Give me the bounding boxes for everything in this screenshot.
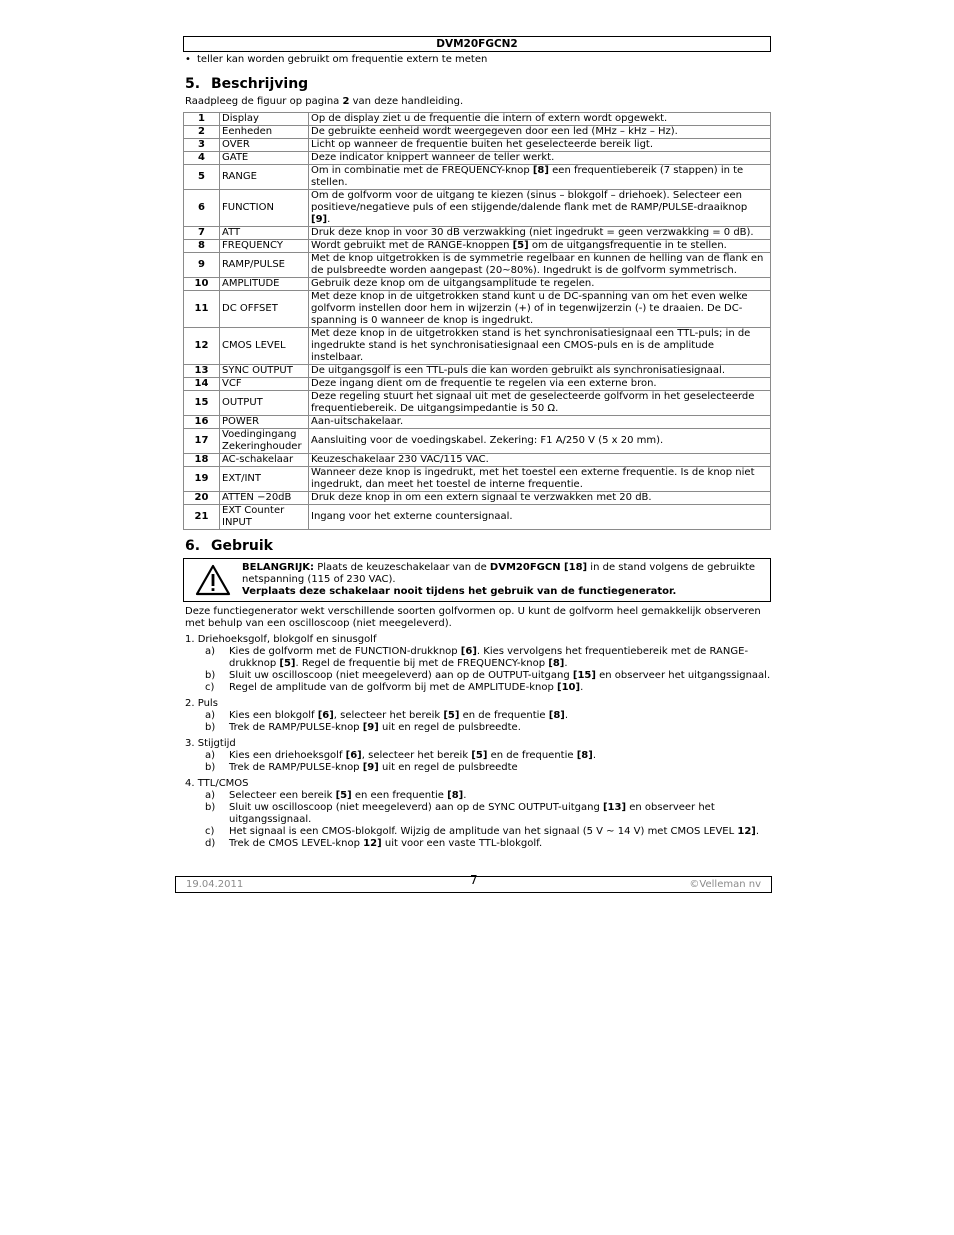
cell-number: 4 <box>184 152 220 165</box>
intro-page-ref: 2 <box>342 96 350 107</box>
cell-label: OVER <box>220 139 309 152</box>
cell-description: Aansluiting voor de voedingskabel. Zekering: F1 A/250 V (5 x 20 mm). <box>309 429 771 454</box>
cell-label: POWER <box>220 416 309 429</box>
section-6-heading <box>185 538 771 555</box>
description-table <box>183 112 771 530</box>
section-5-intro <box>185 96 771 108</box>
cell-number: 8 <box>184 240 220 253</box>
warning-box <box>183 558 771 602</box>
cell-number: 2 <box>184 126 220 139</box>
table-row <box>184 429 771 454</box>
cell-description: Wanneer deze knop is ingedrukt, met het toestel een externe frequentie. Is de knop niet ingedrukt, dan meet het toestel de interne frequentie. <box>309 467 771 492</box>
warning-triangle-icon <box>184 564 242 596</box>
cell-label: FREQUENCY <box>220 240 309 253</box>
cell-label: FUNCTION <box>220 190 309 227</box>
cell-description: Op de display ziet u de frequentie die intern of extern wordt opgewekt. <box>309 113 771 126</box>
table-row <box>184 165 771 190</box>
table-row <box>184 240 771 253</box>
cell-description: Keuzeschakelaar 230 VAC/115 VAC. <box>309 454 771 467</box>
cell-description: Om de golfvorm voor de uitgang te kiezen (sinus – blokgolf – driehoek). Selecteer een positieve/negatieve puls of een stijgende/dalende flank met de RAMP/PULSE-draaiknop [9]. <box>309 190 771 227</box>
usage-step-title: 2. Puls <box>185 698 218 709</box>
model-header: DVM20FGCN2 <box>183 36 771 52</box>
cell-description: Druk deze knop in om een extern signaal te verzwakken met 20 dB. <box>309 492 771 505</box>
cell-label: RANGE <box>220 165 309 190</box>
cell-number: 14 <box>184 378 220 391</box>
cell-label: DC OFFSET <box>220 291 309 328</box>
cell-description: Deze regeling stuurt het signaal uit met de geselecteerde golfvorm in het geselecteerde frequentiebereik. De uitgangsimpedantie is 50 Ω. <box>309 391 771 416</box>
list-item-text: Regel de amplitude van de golfvorm bij met de AMPLITUDE-knop [10]. <box>229 682 584 693</box>
cell-description: Gebruik deze knop om de uitgangsamplitude te regelen. <box>309 278 771 291</box>
section-6-title: Gebruik <box>211 538 273 554</box>
cell-description: Om in combinatie met de FREQUENCY-knop [8] een frequentiebereik (7 stappen) in te stellen. <box>309 165 771 190</box>
cell-number: 12 <box>184 328 220 365</box>
intro-post: van deze handleiding. <box>349 96 464 107</box>
list-item-letter: b) <box>205 802 216 813</box>
warning-text-pre: Plaats de keuzeschakelaar van de <box>314 562 490 573</box>
footer-date: 19.04.2011 <box>186 879 244 890</box>
cell-description: Met de knop uitgetrokken is de symmetrie regelbaar en kunnen de helling van de flank en de pulsbreedte worden aangepast (20~80%). Ingedrukt is de golfvorm symmetrisch. <box>309 253 771 278</box>
cell-description: Deze indicator knippert wanneer de teller werkt. <box>309 152 771 165</box>
list-item <box>205 722 771 734</box>
cell-number: 18 <box>184 454 220 467</box>
table-row <box>184 253 771 278</box>
usage-steps <box>183 634 771 850</box>
list-item-text: Trek de RAMP/PULSE-knop [9] uit en regel de pulsbreedte. <box>229 722 521 733</box>
intro-bullet <box>183 54 771 66</box>
cell-label: RAMP/PULSE <box>220 253 309 278</box>
warning-model: DVM20FGCN [18] <box>489 562 588 573</box>
list-item-text: Sluit uw oscilloscoop (niet meegeleverd) aan op de SYNC OUTPUT-uitgang [13] en observeer het uitgangssignaal. <box>229 802 715 825</box>
usage-step-title: 4. TTL/CMOS <box>185 778 249 789</box>
list-item <box>205 670 771 682</box>
intro-pre: Raadpleeg de figuur op pagina <box>185 96 343 107</box>
cell-number: 5 <box>184 165 220 190</box>
list-item <box>205 750 771 762</box>
list-item-letter: b) <box>205 762 216 773</box>
cell-number: 15 <box>184 391 220 416</box>
section-5-number: 5. <box>185 76 201 92</box>
cell-number: 13 <box>184 365 220 378</box>
usage-paragraph: Deze functiegenerator wekt verschillende soorten golfvormen op. U kunt de golfvorm heel gemakkelijk observeren met behulp van een oscilloscoop (niet meegeleverd). <box>185 606 761 629</box>
table-row <box>184 467 771 492</box>
cell-label: CMOS LEVEL <box>220 328 309 365</box>
table-row <box>184 505 771 530</box>
cell-number: 6 <box>184 190 220 227</box>
usage-step-title: 1. Driehoeksgolf, blokgolf en sinusgolf <box>185 634 377 645</box>
table-row <box>184 454 771 467</box>
cell-number: 9 <box>184 253 220 278</box>
list-item-letter: d) <box>205 838 216 849</box>
cell-label: ATT <box>220 227 309 240</box>
list-item-text: Trek de CMOS LEVEL-knop 12] uit voor een vaste TTL-blokgolf. <box>229 838 543 849</box>
list-item-letter: b) <box>205 722 216 733</box>
cell-label: ATTEN −20dB <box>220 492 309 505</box>
list-item-text: Trek de RAMP/PULSE-knop [9] uit en regel de pulsbreedte <box>229 762 518 773</box>
table-row <box>184 126 771 139</box>
list-item <box>205 826 771 838</box>
cell-number: 19 <box>184 467 220 492</box>
cell-label: Display <box>220 113 309 126</box>
cell-number: 11 <box>184 291 220 328</box>
cell-label: SYNC OUTPUT <box>220 365 309 378</box>
table-row <box>184 227 771 240</box>
cell-number: 20 <box>184 492 220 505</box>
table-row <box>184 492 771 505</box>
cell-label: GATE <box>220 152 309 165</box>
cell-label: OUTPUT <box>220 391 309 416</box>
manual-page <box>183 36 771 850</box>
cell-number: 16 <box>184 416 220 429</box>
intro-bullet-text: teller kan worden gebruikt om frequentie extern te meten <box>197 54 488 65</box>
list-item-text: Kies een blokgolf [6], selecteer het bereik [5] en de frequentie [8]. <box>229 710 569 721</box>
table-row <box>184 291 771 328</box>
list-item <box>205 682 771 694</box>
cell-label: EXT/INT <box>220 467 309 492</box>
cell-description: Wordt gebruikt met de RANGE-knoppen [5] om de uitgangsfrequentie in te stellen. <box>309 240 771 253</box>
table-row <box>184 278 771 291</box>
cell-number: 1 <box>184 113 220 126</box>
cell-description: Licht op wanneer de frequentie buiten het geselecteerde bereik ligt. <box>309 139 771 152</box>
table-row <box>184 378 771 391</box>
warning-text <box>242 562 770 598</box>
list-item-letter: a) <box>205 646 216 657</box>
list-item-text: Kies een driehoeksgolf [6], selecteer het bereik [5] en de frequentie [8]. <box>229 750 596 761</box>
cell-description: De gebruikte eenheid wordt weergegeven door een led (MHz – kHz – Hz). <box>309 126 771 139</box>
list-item-letter: b) <box>205 670 216 681</box>
page-footer <box>175 873 772 893</box>
cell-number: 7 <box>184 227 220 240</box>
cell-label: Eenheden <box>220 126 309 139</box>
cell-label: VCF <box>220 378 309 391</box>
list-item-text: Het signaal is een CMOS-blokgolf. Wijzig de amplitude van het signaal (5 V ~ 14 V) met CMOS LEVEL 12]. <box>229 826 760 837</box>
table-row <box>184 416 771 429</box>
list-item-letter: a) <box>205 710 216 721</box>
list-item-text: Kies de golfvorm met de FUNCTION-drukknop [6]. Kies vervolgens het frequentiebereik met de RANGE-drukknop [5]. Regel de frequentie bij met de FREQUENCY-knop [8]. <box>229 646 749 669</box>
list-item <box>205 710 771 722</box>
section-6-number: 6. <box>185 538 201 554</box>
section-5-heading <box>185 76 771 93</box>
cell-description: Druk deze knop in voor 30 dB verzwakking (niet ingedrukt = geen verzwakking = 0 dB). <box>309 227 771 240</box>
warning-bold-line: Verplaats deze schakelaar nooit tijdens het gebruik van de functiegenerator. <box>242 586 677 597</box>
page-number: 7 <box>470 873 478 887</box>
cell-number: 10 <box>184 278 220 291</box>
table-row <box>184 113 771 126</box>
cell-description: Aan-uitschakelaar. <box>309 416 771 429</box>
list-item <box>205 762 771 774</box>
usage-step-title: 3. Stijgtijd <box>185 738 236 749</box>
list-item <box>205 838 771 850</box>
table-row <box>184 391 771 416</box>
warning-lead: BELANGRIJK: <box>242 562 315 573</box>
footer-copyright: ©Velleman nv <box>689 879 761 890</box>
list-item-letter: c) <box>205 826 215 837</box>
bullet-icon: • <box>185 54 191 65</box>
list-item <box>205 802 771 826</box>
table-row <box>184 139 771 152</box>
list-item-text: Sluit uw oscilloscoop (niet meegeleverd) aan op de OUTPUT-uitgang [15] en observeer het uitgangssignaal. <box>229 670 771 681</box>
cell-description: Met deze knop in de uitgetrokken stand kunt u de DC-spanning van om het even welke golfvorm instellen door hem in wijzerzin (+) of in tegenwijzerzin (-) te draaien. De DC-spanning is 0 wanneer de knop is ingedrukt. <box>309 291 771 328</box>
cell-number: 17 <box>184 429 220 454</box>
section-5-title: Beschrijving <box>211 76 309 92</box>
cell-label: Voedingingang Zekeringhouder <box>220 429 309 454</box>
table-row <box>184 190 771 227</box>
cell-label: AMPLITUDE <box>220 278 309 291</box>
list-item-letter: c) <box>205 682 215 693</box>
cell-description: Ingang voor het externe countersignaal. <box>309 505 771 530</box>
cell-number: 3 <box>184 139 220 152</box>
cell-description: Met deze knop in de uitgetrokken stand is het synchronisatiesignaal een TTL-puls; in de ingedrukte stand is het synchronisatiesignaal een CMOS-puls en is de amplitude instelbaar. <box>309 328 771 365</box>
table-row <box>184 152 771 165</box>
cell-number: 21 <box>184 505 220 530</box>
list-item <box>205 790 771 802</box>
cell-label: AC-schakelaar <box>220 454 309 467</box>
table-row <box>184 328 771 365</box>
list-item-text: Selecteer een bereik [5] en een frequentie [8]. <box>229 790 467 801</box>
table-row <box>184 365 771 378</box>
cell-description: Deze ingang dient om de frequentie te regelen via een externe bron. <box>309 378 771 391</box>
list-item <box>205 646 771 670</box>
list-item-letter: a) <box>205 750 216 761</box>
warning-text-post: in de stand volgens de gebruikte netspanning (115 of 230 VAC). <box>242 562 756 585</box>
cell-label: EXT Counter INPUT <box>220 505 309 530</box>
cell-description: De uitgangsgolf is een TTL-puls die kan worden gebruikt als synchronisatiesignaal. <box>309 365 771 378</box>
list-item-letter: a) <box>205 790 216 801</box>
